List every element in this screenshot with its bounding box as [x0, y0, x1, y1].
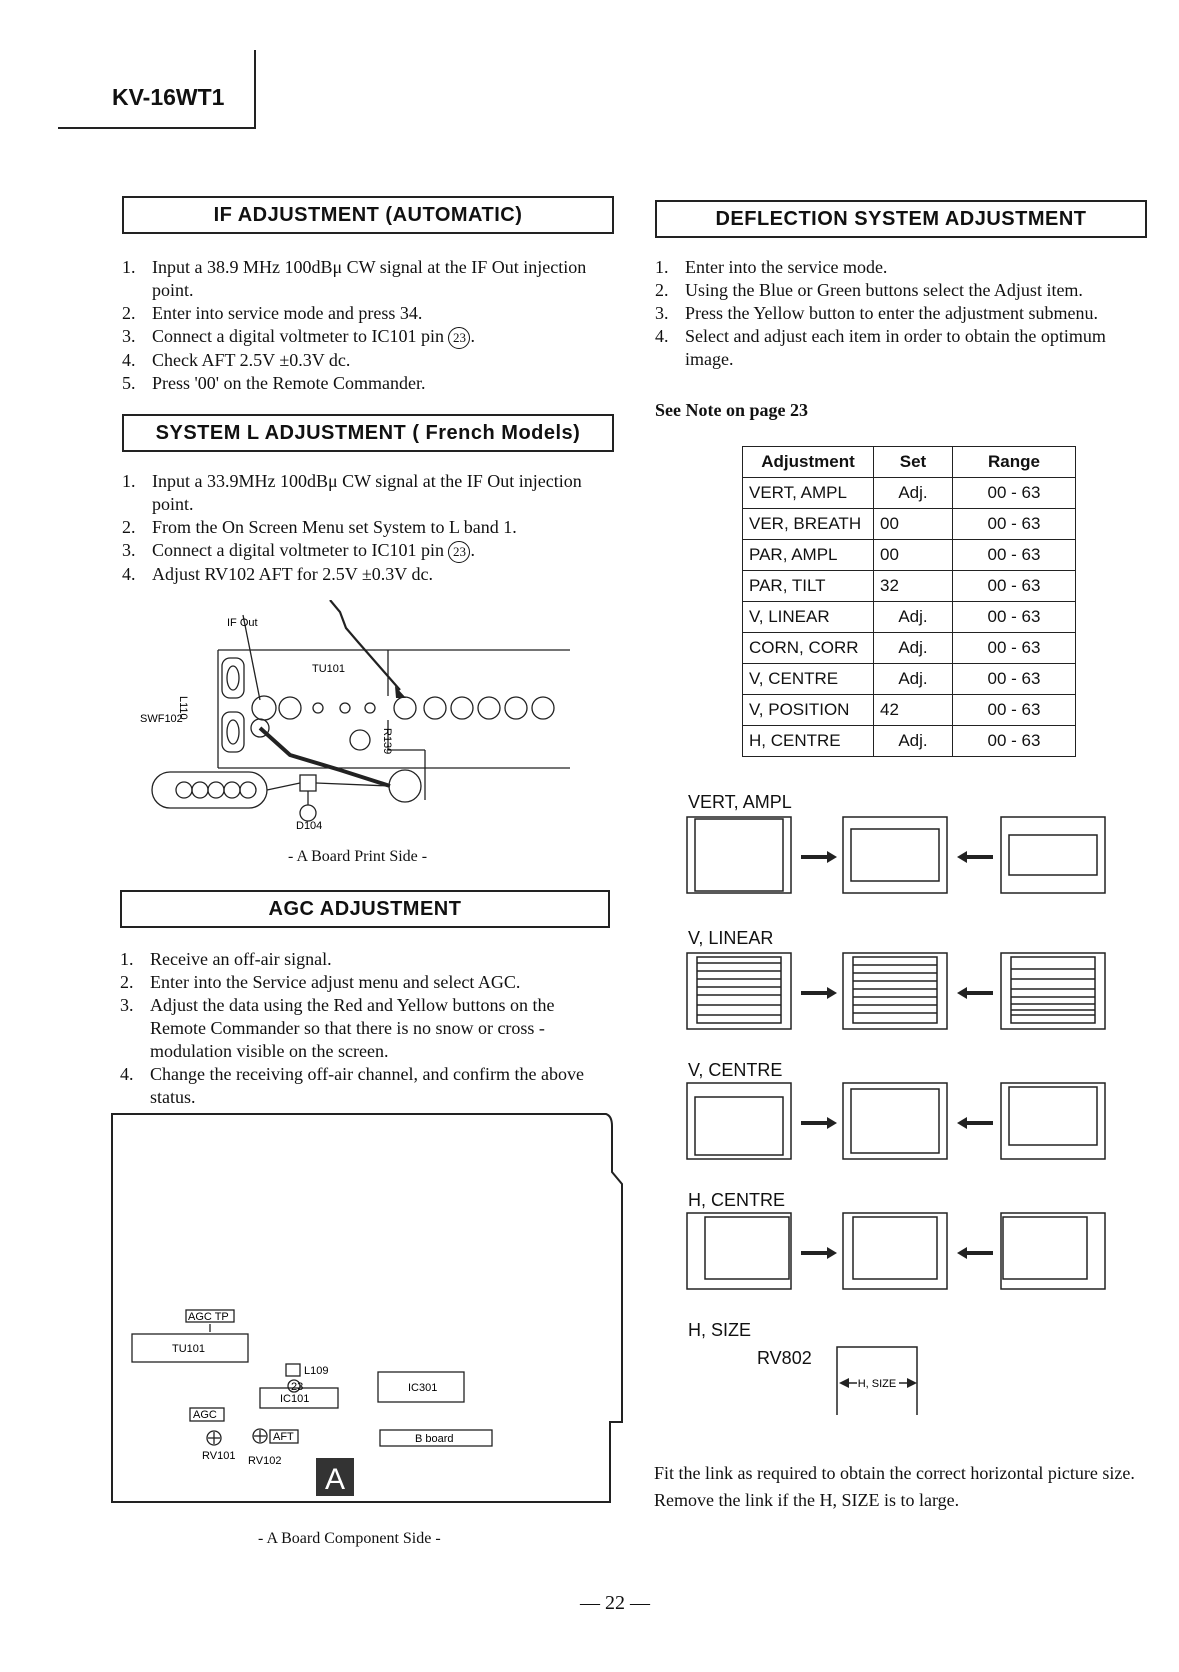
model-title: KV-16WT1 — [112, 84, 225, 110]
table-row: CORN, CORR Adj. 00 - 63 — [743, 633, 1076, 664]
table-row: V, LINEAR Adj. 00 - 63 — [743, 602, 1076, 633]
deflection-heading: DEFLECTION SYSTEM ADJUSTMENT — [655, 200, 1147, 238]
list-item: 2. Enter into service mode and press 34. — [122, 303, 423, 323]
label-d104: D104 — [296, 820, 323, 830]
h-size-label: H, SIZE — [688, 1320, 752, 1340]
list-item: 1. Receive an off-air signal. — [120, 949, 332, 969]
if-adjustment-steps — [122, 256, 602, 395]
list-item: 3. Adjust the data using the Red and Yellow buttons on the Remote Commander so that there is no snow or cross - modulation visible on the screen. — [120, 995, 555, 1061]
vert-ampl-screens — [687, 817, 1105, 893]
agc-adjustment-heading: AGC ADJUSTMENT — [120, 890, 610, 928]
list-item: 1. Input a 38.9 MHz 100dBμ CW signal at the IF Out injection point. — [122, 257, 587, 300]
label-ic101: IC101 — [280, 1393, 310, 1405]
h-centre-label: H, CENTRE — [688, 1190, 786, 1210]
agc-adjustment-steps — [120, 948, 604, 1109]
vert-ampl-label: VERT, AMPL — [688, 792, 792, 812]
table-row: V, CENTRE Adj. 00 - 63 — [743, 664, 1076, 695]
label-pin-23: 23 — [291, 1381, 304, 1393]
label-agc-tp: AGC TP — [188, 1311, 229, 1323]
list-item: 4. Change the receiving off-air channel, and confirm the above status. — [120, 1064, 584, 1107]
list-item: 4. Select and adjust each item in order to obtain the optimum image. — [655, 326, 1106, 369]
header-vertical-rule — [254, 50, 256, 128]
label-rv102: RV102 — [248, 1455, 282, 1467]
list-item: 2. From the On Screen Menu set System to L band 1. — [122, 517, 517, 537]
system-l-heading: SYSTEM L ADJUSTMENT ( French Models) — [122, 414, 614, 452]
column-header: Range — [953, 447, 1076, 478]
page-number: — 22 — — [580, 1592, 650, 1614]
deflection-steps — [655, 256, 1155, 371]
label-l110: L110 — [177, 696, 189, 720]
table-row: VERT, AMPL Adj. 00 - 63 — [743, 478, 1076, 509]
board-component-side-diagram — [110, 1112, 630, 1512]
list-item: 1. Enter into the service mode. — [655, 257, 888, 277]
list-item: 5. Press '00' on the Remote Commander. — [122, 372, 426, 393]
column-header: Adjustment — [743, 447, 874, 478]
header-horizontal-rule — [58, 127, 256, 129]
deflection-note: See Note on page 23 — [655, 400, 808, 420]
table-header-row — [743, 447, 1076, 478]
label-tu101: TU101 — [172, 1343, 206, 1355]
label-aft: AFT — [273, 1431, 294, 1443]
label-ic301: IC301 — [408, 1382, 438, 1394]
h-centre-screens — [687, 1213, 1105, 1289]
list-item: 4. Adjust RV102 AFT for 2.5V ±0.3V dc. — [122, 563, 433, 584]
if-adjustment-heading: IF ADJUSTMENT (AUTOMATIC) — [122, 196, 614, 234]
list-item: 2. Enter into the Service adjust menu and select AGC. — [120, 972, 521, 992]
v-centre-label: V, CENTRE — [688, 1060, 783, 1080]
label-tu101: TU101 — [312, 663, 346, 675]
list-item: 3. Connect a digital voltmeter to IC101 pin 23 . — [122, 539, 602, 563]
component-side-caption: - A Board Component Side - — [258, 1530, 441, 1547]
screen-adjustment-diagrams — [685, 815, 1115, 1415]
adjustment-table — [742, 446, 1076, 757]
board-print-side-diagram — [140, 600, 580, 830]
column-header: Set — [874, 447, 953, 478]
pin-number-circle: 23 — [448, 327, 470, 349]
v-linear-label: V, LINEAR — [688, 928, 774, 948]
label-r139: R139 — [381, 728, 393, 755]
table-row: VER, BREATH 00 00 - 63 — [743, 509, 1076, 540]
list-item: 2. Using the Blue or Green buttons select the Adjust item. — [655, 280, 1083, 300]
label-agc: AGC — [193, 1409, 217, 1421]
list-item: 3. Press the Yellow button to enter the adjustment submenu. — [655, 303, 1098, 323]
v-centre-screens — [687, 1083, 1105, 1159]
table-row: PAR, TILT 32 00 - 63 — [743, 571, 1076, 602]
rv802-label: RV802 — [757, 1348, 812, 1368]
h-size-inner-label: H, SIZE — [857, 1378, 897, 1390]
pin-number-circle: 23 — [448, 541, 470, 563]
v-linear-screens — [687, 953, 1105, 1029]
h-size-footer-note: Fit the link as required to obtain the correct horizontal picture size. Remove the link if the H, SIZE is to large. — [654, 1463, 1135, 1510]
list-item: 1. Input a 33.9MHz 100dBμ CW signal at the IF Out injection point. — [122, 471, 582, 514]
label-b-board: B board — [415, 1433, 454, 1445]
list-item: 4. Check AFT 2.5V ±0.3V dc. — [122, 349, 351, 370]
board-letter-a: A — [324, 1463, 346, 1496]
label-rv101: RV101 — [202, 1450, 236, 1462]
print-side-caption: - A Board Print Side - — [288, 848, 428, 865]
table-row: PAR, AMPL 00 00 - 63 — [743, 540, 1076, 571]
list-item: 3. Connect a digital voltmeter to IC101 pin 23 . — [122, 325, 602, 349]
label-if-out: IF Out — [227, 617, 258, 629]
label-swf102: SWF102 — [140, 713, 183, 725]
label-l109: L109 — [304, 1365, 329, 1377]
system-l-steps — [122, 470, 602, 586]
table-row: V, POSITION 42 00 - 63 — [743, 695, 1076, 726]
table-row: H, CENTRE Adj. 00 - 63 — [743, 726, 1076, 757]
